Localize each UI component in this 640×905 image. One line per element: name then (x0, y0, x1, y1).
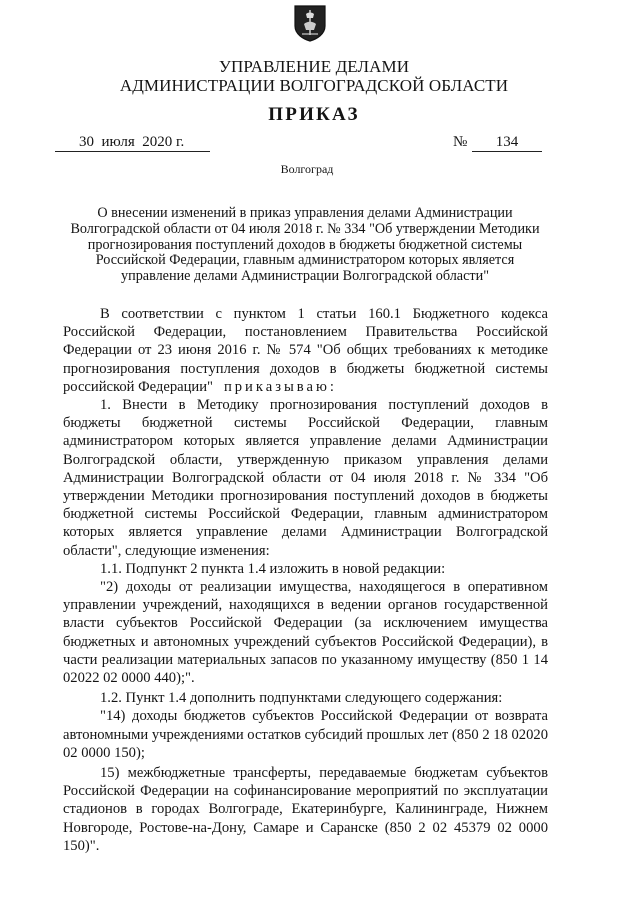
paragraph-item-1-1: 1.1. Подпункт 2 пункта 1.4 изложить в новой редакции: (100, 560, 446, 577)
paragraph-item-1-2: 1.2. Пункт 1.4 дополнить подпунктами следующего содержания: (100, 690, 503, 707)
document-subject: О внесении изменений в приказ управления делами Администрации Волгоградской области от 04 июля 2018 г. № 334 "Об утверждении Методики прогнозирования поступлений доходов в бюджеты бюджетной системы Российской Федерации, главным администратором которых является управление делами Администрации Волгоградской области" (70, 205, 540, 285)
paragraph-subitem-14: "14) доходы бюджетов субъектов Российской Федерации от возврата автономными учреждениями остатков субсидий прошлых лет (850 2 18 02020 02 0000 150); (63, 708, 548, 761)
paragraph-subitem-2: "2) доходы от реализации имущества, находящегося в оперативном управлении учреждений, находящихся в ведении органов государственной власти субъектов Российской Федерации (за исключением имущества бюджетных и автономных учреждений субъектов Российской Федерации), в части реализации материальных запасов по указанному имуществу (850 1 14 02022 02 0000 440);". (63, 579, 548, 687)
preamble-text: В соответствии с пунктом 1 статьи 160.1 Бюджетного кодекса Российской Федерации, постановлением Правительства Российской Федерации от 23 июня 2016 г. № 574 "Об общих требованиях к методике прогнозирования поступления доходов в бюджеты бюджетной системы российской Федерации" (63, 306, 548, 395)
document-date: 30 июля 2020 г. (55, 134, 210, 152)
org-name-line1: УПРАВЛЕНИЕ ДЕЛАМИ (218, 57, 410, 76)
document-body (63, 305, 548, 855)
number-label: № (453, 134, 468, 150)
paragraph-preamble (63, 305, 548, 396)
org-name-line2: АДМИНИСТРАЦИИ ВОЛГОГРАДСКОЙ ОБЛАСТИ (119, 76, 509, 95)
document-title: ПРИКАЗ (268, 104, 360, 125)
city: Волгоград (280, 162, 334, 176)
paragraph-item-1: 1. Внести в Методику прогнозирования поступлений доходов в бюджеты бюджетной системы Российской Федерации, главным администратором которых является управление делами Администрации Волгоградской области, утвержденную приказом управления делами Администрации Волгоградской области от 04 июля 2018 г. № 334 "Об утверждении Методики прогнозирования поступлений доходов в бюджеты бюджетной системы Российской Федерации, главным администратором которых является управление делами Администрации Волгоградской области", следующие изменения: (63, 397, 548, 559)
paragraph-subitem-15: 15) межбюджетные трансферты, передаваемые бюджетам субъектов Российской Федерации на софинансирование мероприятий по эксплуатации стадионов в городах Волгограде, Екатеринбурге, Калининграде, Нижнем Новгороде, Ростове-на-Дону, Самаре и Саранске (850 2 02 45379 02 0000 150)". (63, 765, 548, 854)
order-keyword: приказываю: (223, 378, 337, 395)
document-number: 134 (472, 134, 542, 152)
coat-of-arms-icon (293, 4, 327, 42)
